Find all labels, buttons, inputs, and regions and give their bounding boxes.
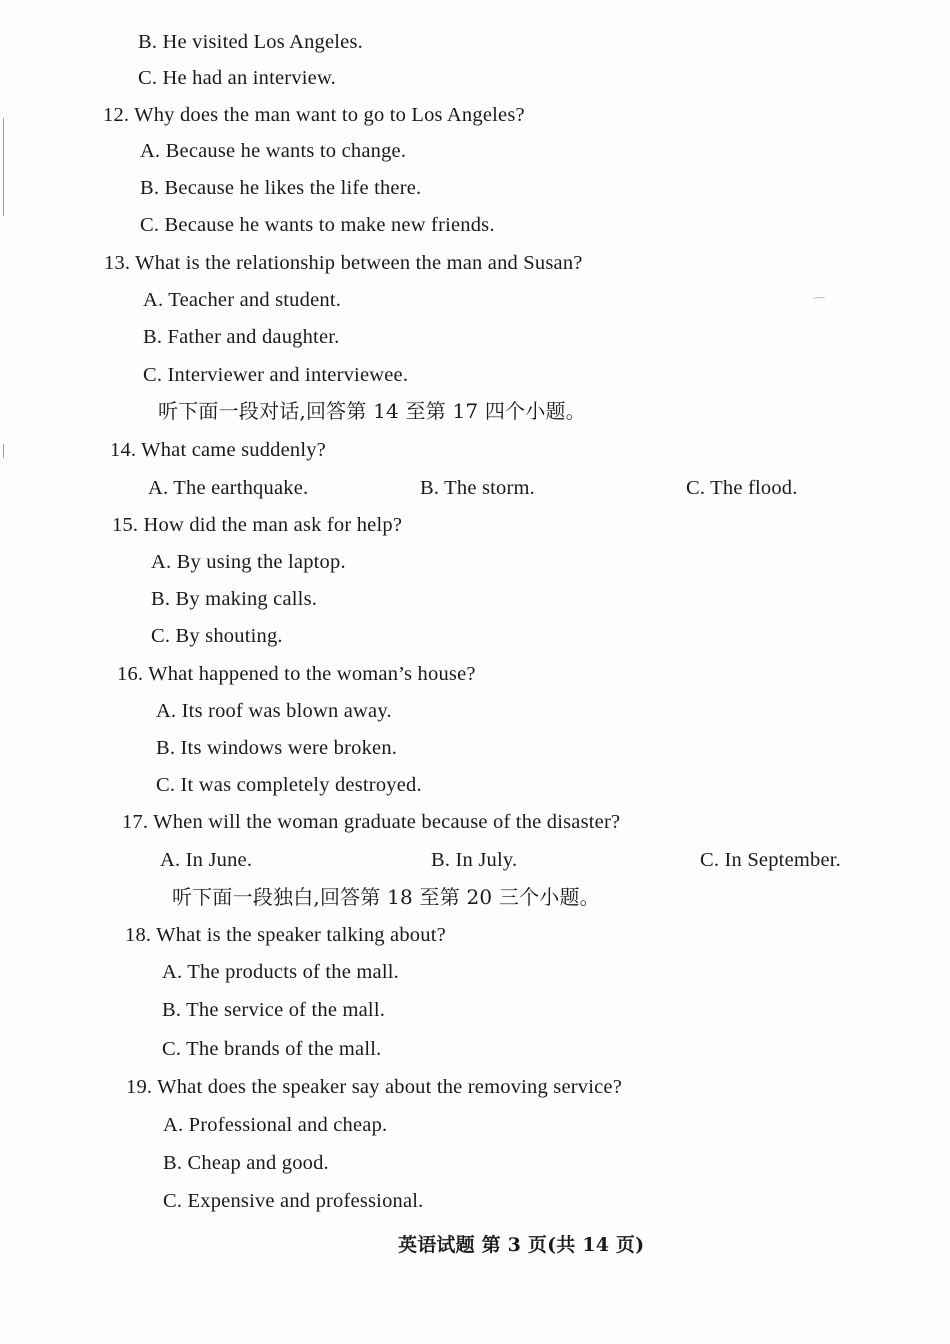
q18-option-c: C. The brands of the mall. <box>162 1038 382 1060</box>
q14-option-c: C. The flood. <box>686 477 798 499</box>
q19-option-c: C. Expensive and professional. <box>163 1190 424 1212</box>
q12-option-a: A. Because he wants to change. <box>140 140 407 162</box>
q16-option-a: A. Its roof was blown away. <box>156 700 392 722</box>
q13-option-c: C. Interviewer and interviewee. <box>143 364 409 386</box>
scan-edge-mark <box>3 444 4 458</box>
scan-smudge <box>812 297 826 301</box>
section-instruction: 听下面一段对话,回答第 14 至第 17 四个小题。 <box>158 399 586 423</box>
q18-question: 18. What is the speaker talking about? <box>125 924 446 946</box>
q15-option-b: B. By making calls. <box>151 588 318 610</box>
q17-question: 17. When will the woman graduate because of the disaster? <box>122 811 621 833</box>
q12-question: 12. Why does the man want to go to Los Angeles? <box>103 104 525 126</box>
q13-question: 13. What is the relationship between the man and Susan? <box>104 252 583 274</box>
q14-option-a: A. The earthquake. <box>148 477 309 499</box>
q15-option-a: A. By using the laptop. <box>151 551 346 573</box>
q18-option-a: A. The products of the mall. <box>162 961 399 983</box>
section-instruction: 听下面一段独白,回答第 18 至第 20 三个小题。 <box>172 885 600 909</box>
q17-option-a: A. In June. <box>160 849 253 871</box>
q15-option-c: C. By shouting. <box>151 625 283 647</box>
q16-question: 16. What happened to the woman’s house? <box>117 663 476 685</box>
q19-option-b: B. Cheap and good. <box>163 1152 329 1174</box>
q11-option-b: B. He visited Los Angeles. <box>138 31 363 53</box>
q16-option-b: B. Its windows were broken. <box>156 737 398 759</box>
q12-option-b: B. Because he likes the life there. <box>140 177 422 199</box>
q11-option-c: C. He had an interview. <box>138 67 336 89</box>
q12-option-c: C. Because he wants to make new friends. <box>140 214 495 236</box>
q19-question: 19. What does the speaker say about the removing service? <box>126 1076 623 1098</box>
page-footer: 英语试题 第 3 页(共 14 页) <box>398 1234 645 1256</box>
q14-option-b: B. The storm. <box>420 477 535 499</box>
scan-edge-mark <box>3 118 4 216</box>
q13-option-a: A. Teacher and student. <box>143 289 342 311</box>
q17-option-b: B. In July. <box>431 849 518 871</box>
q13-option-b: B. Father and daughter. <box>143 326 340 348</box>
q15-question: 15. How did the man ask for help? <box>112 514 403 536</box>
q19-option-a: A. Professional and cheap. <box>163 1114 388 1136</box>
q18-option-b: B. The service of the mall. <box>162 999 386 1021</box>
q14-question: 14. What came suddenly? <box>110 439 326 461</box>
q16-option-c: C. It was completely destroyed. <box>156 774 422 796</box>
q17-option-c: C. In September. <box>700 849 841 871</box>
